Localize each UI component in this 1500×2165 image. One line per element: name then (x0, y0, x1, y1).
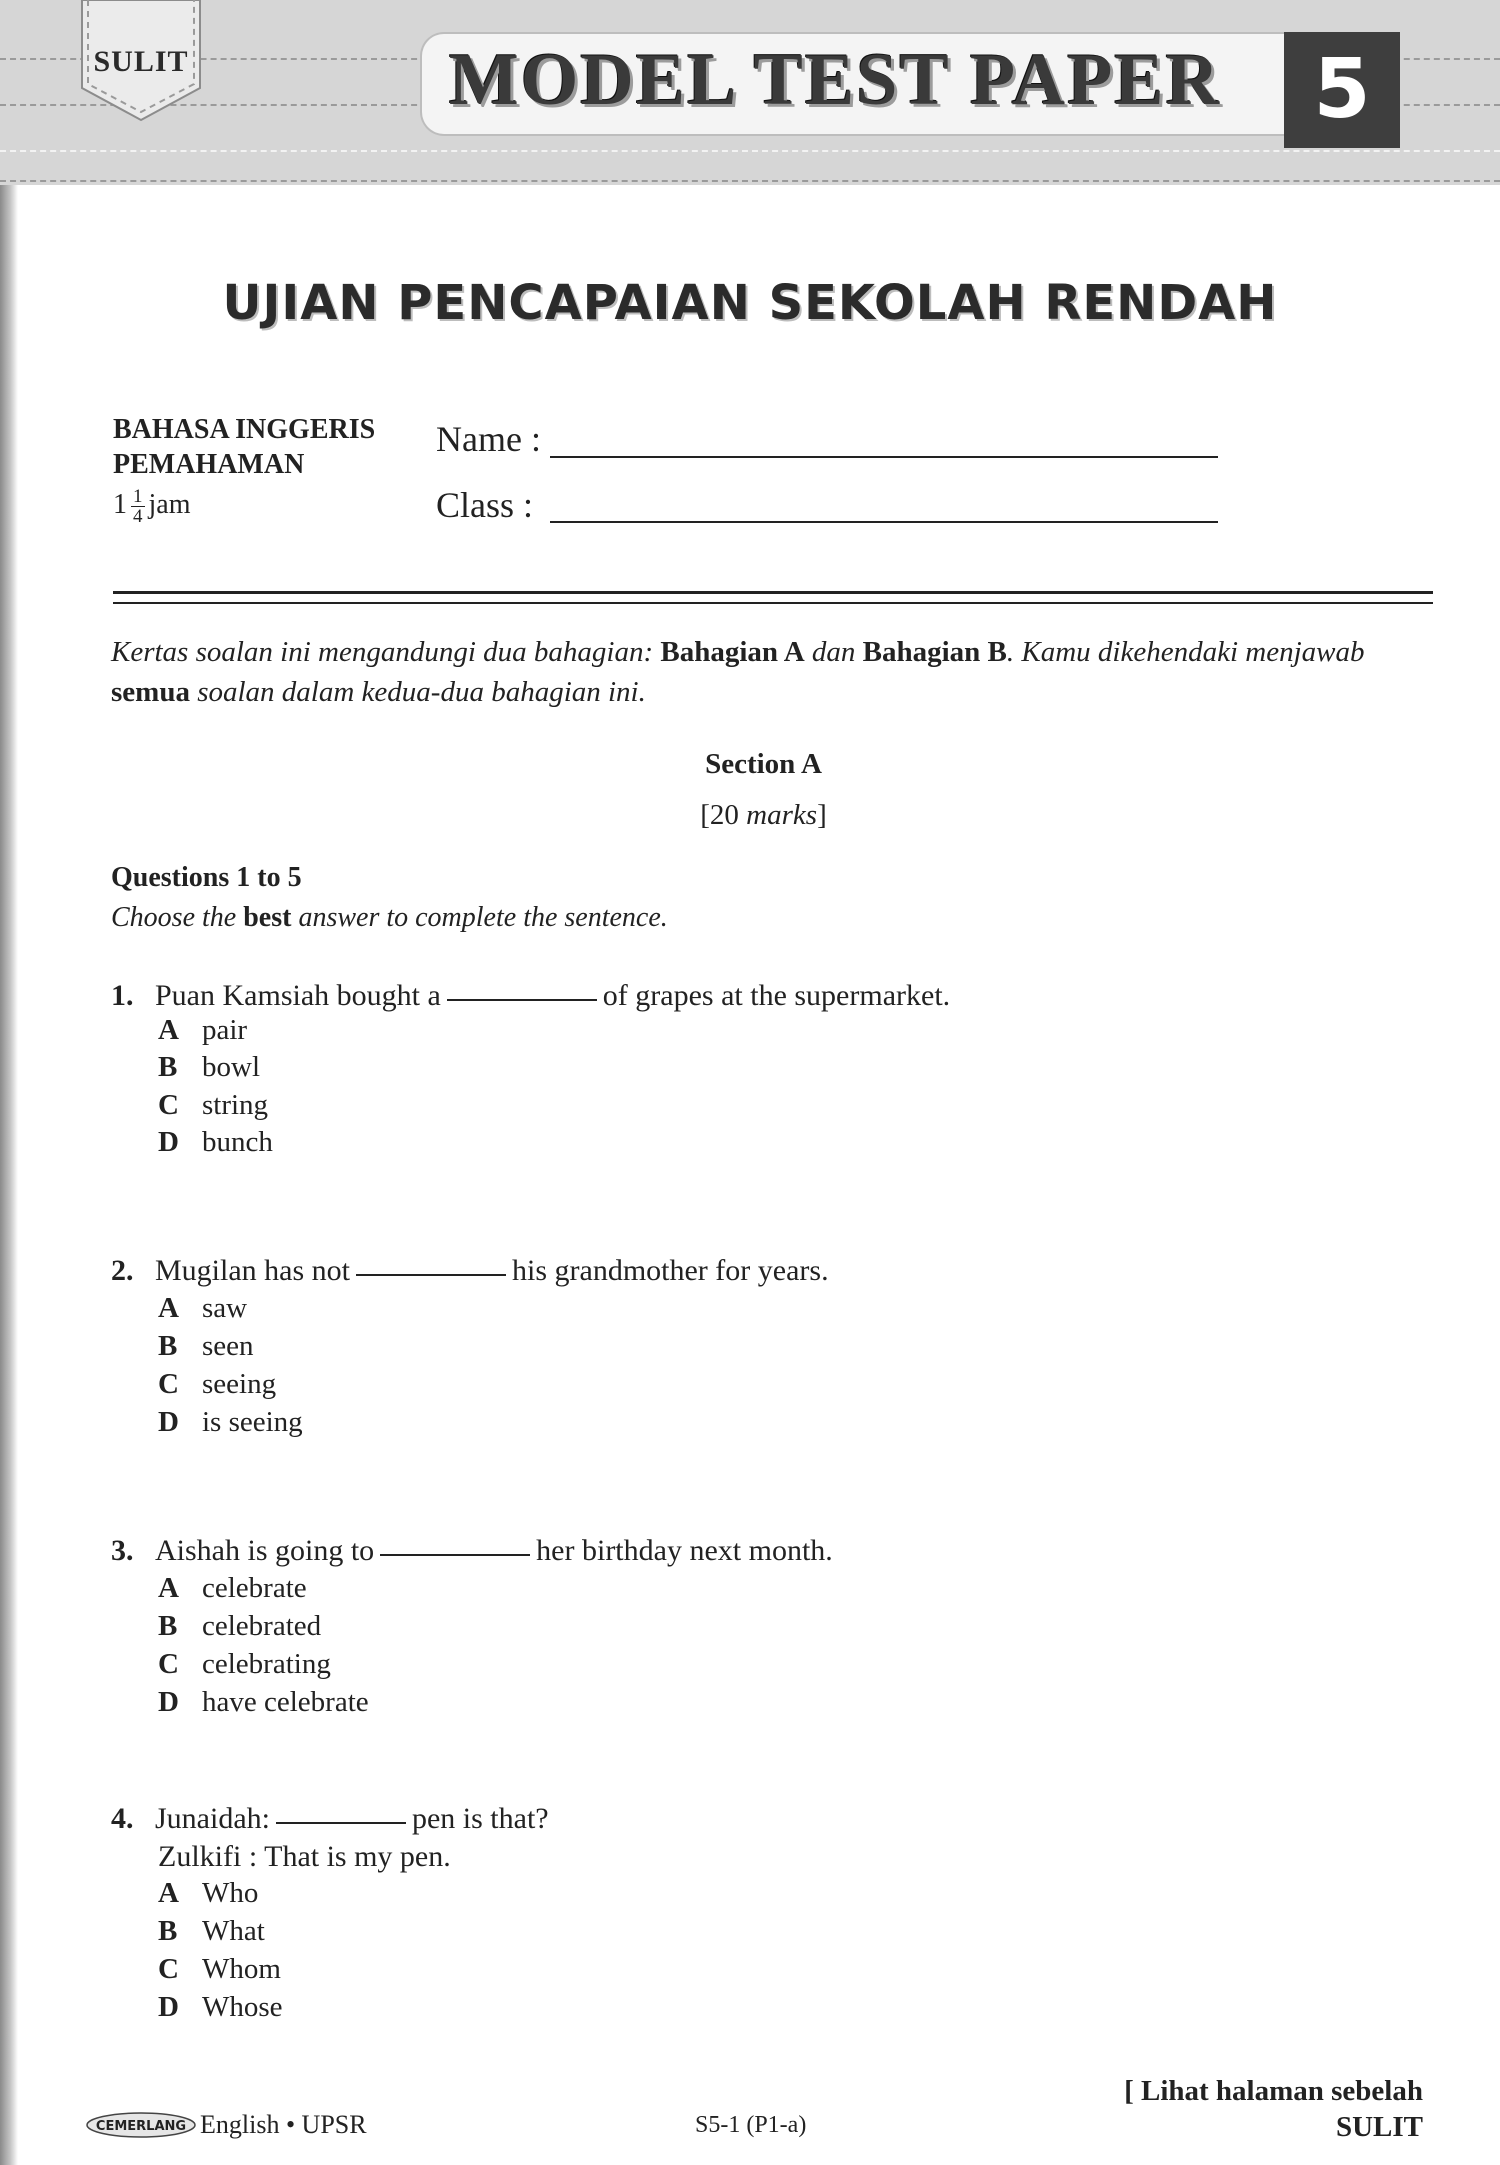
instructions (111, 632, 1441, 712)
name-field-line[interactable] (550, 456, 1218, 458)
option-text: celebrate (202, 1572, 307, 1604)
option-text: Whom (202, 1953, 281, 1985)
answer-blank (356, 1273, 506, 1276)
page-code: S5-1 (P1-a) (695, 2112, 807, 2138)
option[interactable] (158, 1991, 283, 2024)
subject-line-1: BAHASA INGGERIS (113, 414, 376, 445)
duration (113, 487, 191, 526)
instructions-bold: semua (111, 676, 190, 708)
option[interactable] (158, 1051, 260, 1084)
duration-unit: jam (148, 488, 191, 520)
question-number: 2. (111, 1254, 134, 1287)
instructions-text: Kertas soalan ini mengandungi dua bahagian: (111, 636, 654, 668)
question-text: her birthday next month. (536, 1534, 833, 1567)
option[interactable] (158, 1915, 265, 1948)
question-4 (111, 1802, 549, 1836)
duration-numerator: 1 (133, 486, 143, 507)
question-text: pen is that? (411, 1802, 549, 1835)
question-number: 1. (111, 979, 134, 1012)
question-text: of grapes at the supermarket. (602, 979, 951, 1012)
questions-instruction (111, 902, 668, 934)
question-text: Junaidah: (155, 1802, 270, 1835)
option-letter: C (158, 1089, 179, 1121)
option-text: have celebrate (202, 1686, 369, 1718)
duration-fraction (131, 487, 145, 526)
option-text: bowl (202, 1051, 260, 1083)
option[interactable] (158, 1686, 369, 1719)
instruction-text: Choose the (111, 902, 237, 933)
option-letter: A (158, 1014, 179, 1046)
option[interactable] (158, 1572, 307, 1605)
option-letter: C (158, 1953, 179, 1985)
option-text: celebrated (202, 1610, 322, 1642)
question-2 (111, 1254, 829, 1288)
option-letter: A (158, 1572, 179, 1604)
exam-title: UJIAN PENCAPAIAN SEKOLAH RENDAH (222, 275, 1278, 331)
question-number: 4. (111, 1802, 134, 1835)
option-letter: B (158, 1330, 178, 1362)
option-text: pair (202, 1014, 248, 1046)
instructions-text: soalan dalam kedua-dua bahagian ini. (197, 676, 646, 708)
option[interactable] (158, 1292, 247, 1325)
option-text: celebrating (202, 1648, 331, 1680)
option-letter: D (158, 1991, 179, 2023)
duration-whole: 1 (113, 488, 127, 520)
option[interactable] (158, 1953, 281, 1986)
class-label: Class : (436, 485, 534, 525)
question-text: Aishah is going to (155, 1534, 375, 1567)
class-field-line[interactable] (550, 521, 1218, 523)
option-letter: A (158, 1292, 179, 1324)
option-letter: C (158, 1648, 179, 1680)
option-text: seen (202, 1330, 254, 1362)
footer-sulit: SULIT (1335, 2111, 1423, 2143)
option-text: saw (202, 1292, 248, 1324)
name-label: Name : (436, 419, 541, 459)
section-title: Section A (705, 748, 822, 780)
option-letter: A (158, 1877, 179, 1909)
publisher-logo (86, 2111, 196, 2139)
answer-blank (447, 998, 597, 1001)
option-letter: D (158, 1686, 179, 1718)
sulit-tag (80, 0, 202, 122)
instructions-bold: Bahagian B (862, 636, 1007, 668)
question-number: 3. (111, 1534, 134, 1567)
duration-denominator: 4 (133, 506, 143, 527)
marks-open: [20 (700, 799, 739, 831)
option[interactable] (158, 1330, 254, 1363)
book-title: English • UPSR (200, 2110, 367, 2139)
question-text: Mugilan has not (155, 1254, 350, 1287)
divider-rule (113, 591, 1433, 594)
option-text: is seeing (202, 1406, 303, 1438)
option[interactable] (158, 1368, 276, 1401)
option[interactable] (158, 1089, 268, 1122)
option-text: string (202, 1089, 269, 1121)
header-dash-line (0, 180, 1500, 182)
answer-blank (276, 1821, 406, 1824)
option[interactable] (158, 1610, 321, 1643)
option[interactable] (158, 1877, 258, 1910)
option[interactable] (158, 1406, 303, 1439)
subject-line-2: PEMAHAMAN (113, 449, 305, 480)
paper-number-badge: 5 (1284, 32, 1400, 148)
publisher-logo-text: CEMERLANG (95, 2119, 187, 2134)
option-letter: B (158, 1915, 178, 1947)
question-1 (111, 979, 950, 1013)
questions-heading: Questions 1 to 5 (111, 862, 302, 893)
option-text: bunch (202, 1126, 273, 1158)
option-letter: D (158, 1126, 179, 1158)
paper-title: MODEL TEST PAPER (448, 39, 1222, 121)
question-text: Puan Kamsiah bought a (155, 979, 441, 1012)
option[interactable] (158, 1126, 273, 1159)
instruction-text: answer to complete the sentence. (298, 902, 668, 933)
instruction-bold: best (243, 902, 292, 933)
divider-rule (113, 602, 1433, 604)
option-letter: B (158, 1051, 178, 1083)
option-letter: B (158, 1610, 178, 1642)
header-stitch-line (0, 150, 1500, 152)
question-text: his grandmother for years. (512, 1254, 829, 1287)
question-3 (111, 1534, 833, 1568)
option-text: seeing (202, 1368, 277, 1400)
option-text: Whose (202, 1991, 283, 2023)
instructions-bold: Bahagian A (660, 636, 805, 668)
option-text: Who (202, 1877, 259, 1909)
option-letter: C (158, 1368, 179, 1400)
option-letter: D (158, 1406, 179, 1438)
marks-word: marks (746, 799, 818, 831)
option[interactable] (158, 1014, 247, 1047)
section-marks (0, 799, 1500, 832)
marks-close: ] (817, 799, 827, 831)
sulit-tag-label: SULIT (93, 45, 189, 78)
instructions-text: dan (811, 636, 856, 668)
instructions-text: . Kamu dikehendaki menjawab (1006, 636, 1365, 668)
option-text: What (202, 1915, 265, 1947)
next-page-note: [ Lihat halaman sebelah (1124, 2075, 1423, 2107)
option[interactable] (158, 1648, 331, 1681)
answer-blank (380, 1553, 530, 1556)
question-4-dialogue: Zulkifi : That is my pen. (158, 1840, 451, 1873)
